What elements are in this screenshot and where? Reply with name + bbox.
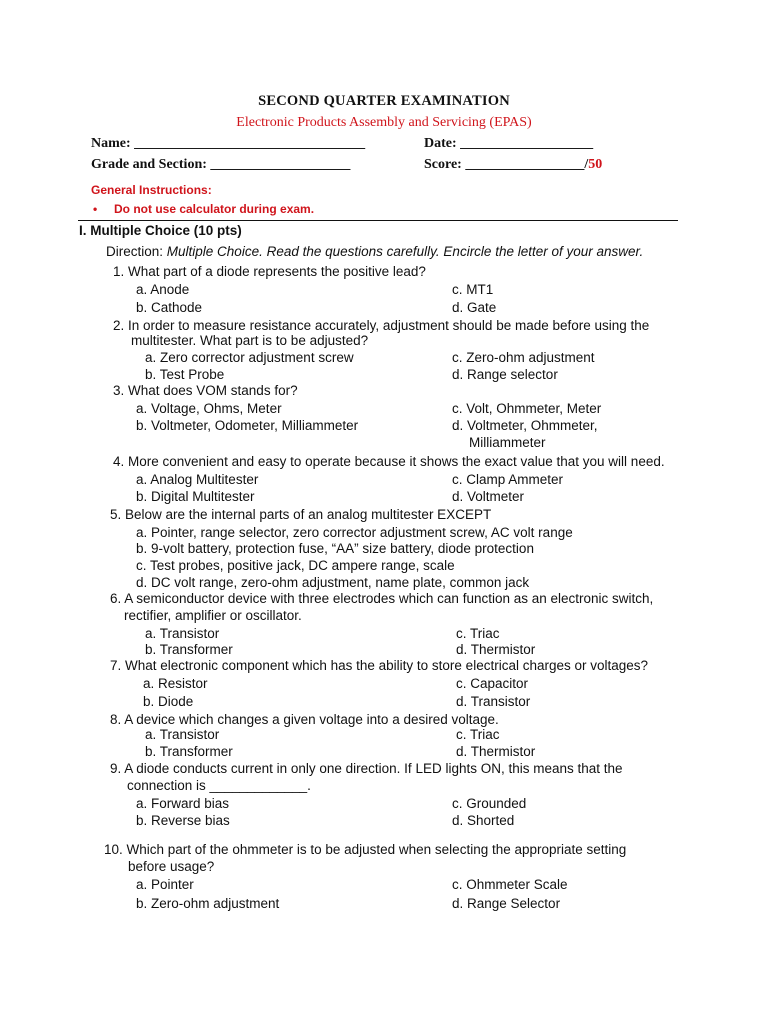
question-9: 9. A diode conducts current in only one direction. If LED lights ON, this means that the (110, 761, 623, 776)
option-1b: b. Cathode (136, 300, 203, 315)
option-9a: a. Forward bias (136, 796, 230, 811)
option-1a: a. Anode (136, 282, 190, 297)
option-5c: c. Test probes, positive jack, DC ampere range, scale (136, 558, 455, 573)
option-3d: d. Voltmeter, Ohmmeter, (452, 418, 598, 433)
option-2c: c. Zero-ohm adjustment (452, 350, 595, 365)
option-8b: b. Transformer (145, 744, 233, 759)
name-field: Name: _________________________________ (91, 136, 366, 151)
option-5d: d. DC volt range, zero-ohm adjustment, name plate, common jack (136, 575, 530, 590)
option-9c: c. Grounded (452, 796, 527, 811)
direction-text: Multiple Choice. Read the questions carefully. Encircle the letter of your answer. (166, 244, 644, 259)
option-5a: a. Pointer, range selector, zero corrector adjustment screw, AC volt range (136, 525, 573, 540)
instruction-bullet: • (93, 202, 98, 216)
option-10a: a. Pointer (136, 877, 194, 892)
option-8a: a. Transistor (145, 727, 220, 742)
question-8: 8. A device which changes a given voltage into a desired voltage. (110, 712, 499, 727)
score-label: Score: _________________/ (424, 157, 589, 172)
option-4a: a. Analog Multitester (136, 472, 259, 487)
option-6a: a. Transistor (145, 626, 220, 641)
question-1: 1. What part of a diode represents the positive lead? (113, 264, 426, 279)
option-3c: c. Volt, Ohmmeter, Meter (452, 401, 602, 416)
option-1d: d. Gate (452, 300, 497, 315)
option-9b: b. Reverse bias (136, 813, 230, 828)
option-7d: d. Transistor (456, 694, 531, 709)
score-field (424, 157, 602, 173)
instructions-heading: General Instructions: (91, 183, 212, 197)
direction-label: Direction: (106, 244, 167, 259)
question-2-cont: multitester. What part is to be adjusted? (131, 333, 369, 348)
instruction-item: Do not use calculator during exam. (114, 202, 315, 216)
option-7c: c. Capacitor (456, 676, 529, 691)
option-3b: b. Voltmeter, Odometer, Milliammeter (136, 418, 359, 433)
option-8c: c. Triac (456, 727, 500, 742)
exam-subtitle: Electronic Products Assembly and Servicing (EPAS) (236, 115, 532, 130)
section-title: I. Multiple Choice (10 pts) (79, 223, 242, 238)
date-field: Date: ___________________ (424, 136, 594, 151)
option-4b: b. Digital Multitester (136, 489, 255, 504)
option-4d: d. Voltmeter (452, 489, 525, 504)
question-9-cont: connection is _____________. (127, 778, 311, 793)
option-5b: b. 9-volt battery, protection fuse, “AA” size battery, diode protection (136, 541, 534, 556)
option-6b: b. Transformer (145, 642, 233, 657)
question-4: 4. More convenient and easy to operate because it shows the exact value that you will need. (113, 454, 665, 469)
question-10: 10. Which part of the ohmmeter is to be adjusted when selecting the appropriate setting (104, 842, 627, 857)
option-8d: d. Thermistor (456, 744, 536, 759)
section-divider (78, 220, 678, 221)
grade-section-field: Grade and Section: ____________________ (91, 157, 351, 172)
option-2b: b. Test Probe (145, 367, 225, 382)
exam-title: SECOND QUARTER EXAMINATION (258, 93, 510, 109)
option-6c: c. Triac (456, 626, 500, 641)
option-7a: a. Resistor (143, 676, 208, 691)
option-6d: d. Thermistor (456, 642, 536, 657)
option-3a: a. Voltage, Ohms, Meter (136, 401, 282, 416)
option-1c: c. MT1 (452, 282, 494, 297)
question-2: 2. In order to measure resistance accurately, adjustment should be made before using the (113, 318, 650, 333)
question-7: 7. What electronic component which has the ability to store electrical charges or voltages? (110, 658, 649, 673)
option-4c: c. Clamp Ammeter (452, 472, 564, 487)
option-9d: d. Shorted (452, 813, 515, 828)
question-5: 5. Below are the internal parts of an analog multitester EXCEPT (110, 507, 492, 522)
question-6: 6. A semiconductor device with three electrodes which can function as an electronic switch, (110, 591, 654, 606)
direction (106, 244, 643, 259)
option-3d-cont: Milliammeter (469, 435, 546, 450)
option-2d: d. Range selector (452, 367, 558, 382)
score-total: 50 (588, 157, 603, 172)
option-10c: c. Ohmmeter Scale (452, 877, 568, 892)
option-10d: d. Range Selector (452, 896, 561, 911)
question-10-cont: before usage? (128, 859, 215, 874)
question-3: 3. What does VOM stands for? (113, 383, 298, 398)
option-2a: a. Zero corrector adjustment screw (145, 350, 354, 365)
option-7b: b. Diode (143, 694, 194, 709)
question-6-cont: rectifier, amplifier or oscillator. (124, 608, 302, 623)
option-10b: b. Zero-ohm adjustment (136, 896, 280, 911)
